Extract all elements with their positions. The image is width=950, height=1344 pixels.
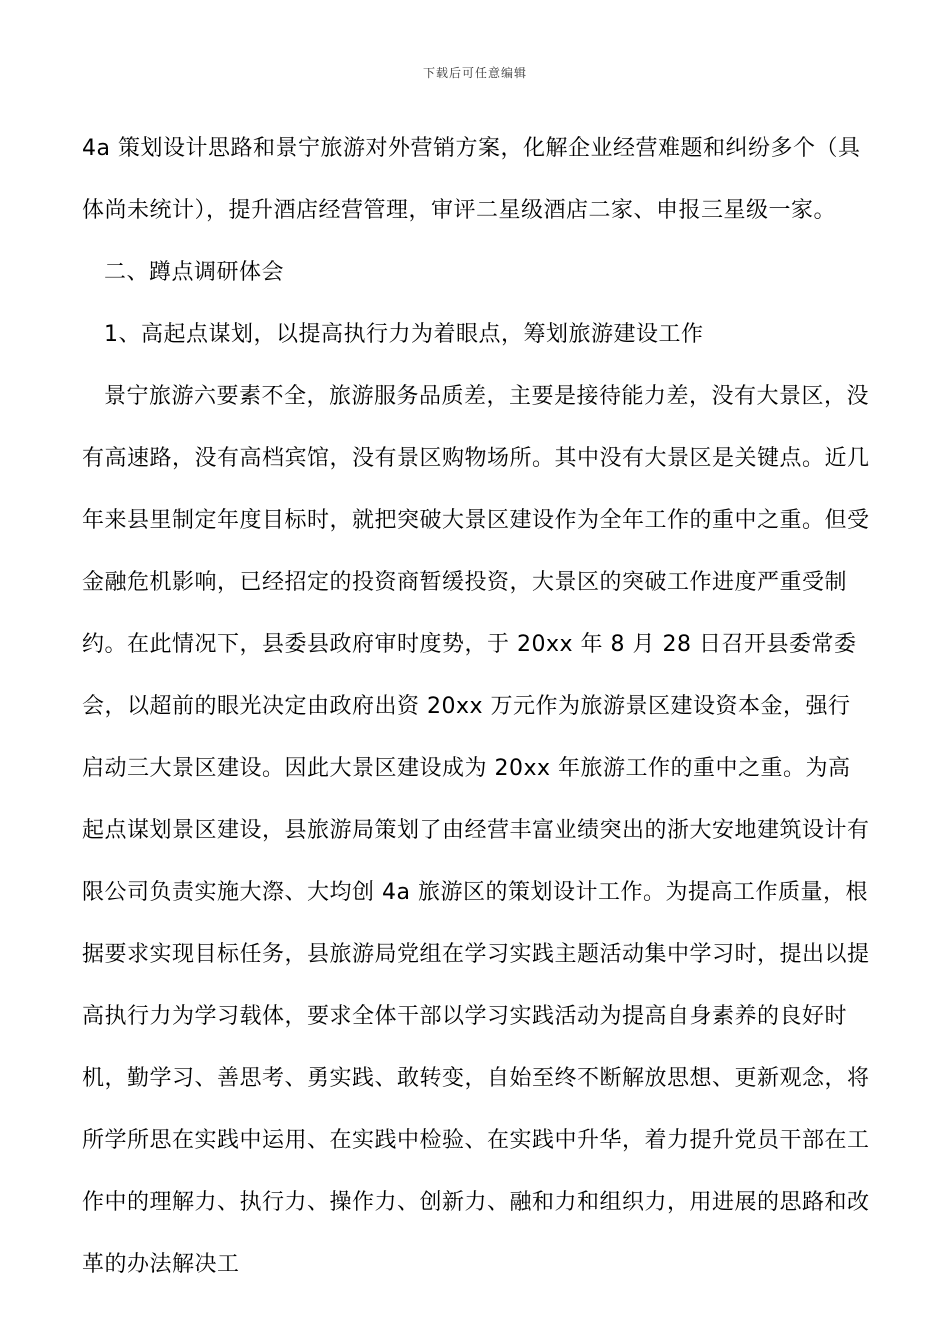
body-paragraph: 景宁旅游六要素不全，旅游服务品质差，主要是接待能力差，没有大景区，没有高速路，没有高档宾馆，没有景区购物场所。其中没有大景区是关键点。近几年来县里制定年度目标时，就把突破大景区建设作为全年工作的重中之重。但受金融危机影响，已经招定的投资商暂缓投资，大景区的突破工作进度严重受制约。在此情况下，县委县政府审时度势，于 20xx 年 8 月 28 日召开县委常委会，以超前的眼光决定由政府出资 20xx 万元作为旅游景区建设资本金，强行启动三大景区建设。因此大景区建设成为 20xx 年旅游工作的重中之重。为高起点谋划景区建设，县旅游局策划了由经营丰富业绩突出的浙大安地建筑设计有限公司负责实施大漈、大均创 4a 旅游区的策划设计工作。为提高工作质量，根据要求实现目标任务，县旅游局党组在学习实践主题活动集中学习时，提出以提高执行力为学习载体，要求全体干部以学习实践活动为提高自身素养的良好时机，勤学习、善思考、勇实践、敢转变，自始至终不断解放思想、更新观念，将所学所思在实践中运用、在实践中检验、在实践中升华，着力提升党员干部在工作中的理解力、执行力、操作力、创新力、融和力和组织力，用进展的思路和改革的办法解决工 [82, 384, 870, 1277]
subsection-heading: 1、高起点谋划，以提高执行力为着眼点，筹划旅游建设工作 [104, 322, 704, 347]
section-heading: 二、蹲点调研体会 [104, 260, 285, 285]
page-header: 下载后可任意编辑 [422, 66, 527, 80]
continuation-paragraph: 4a 策划设计思路和景宁旅游对外营销方案，化解企业经营难题和纠纷多个（具体尚未统计），提升酒店经营管理，审评二星级酒店二家、申报三星级一家。 [82, 136, 861, 223]
document-body [82, 118, 872, 1296]
